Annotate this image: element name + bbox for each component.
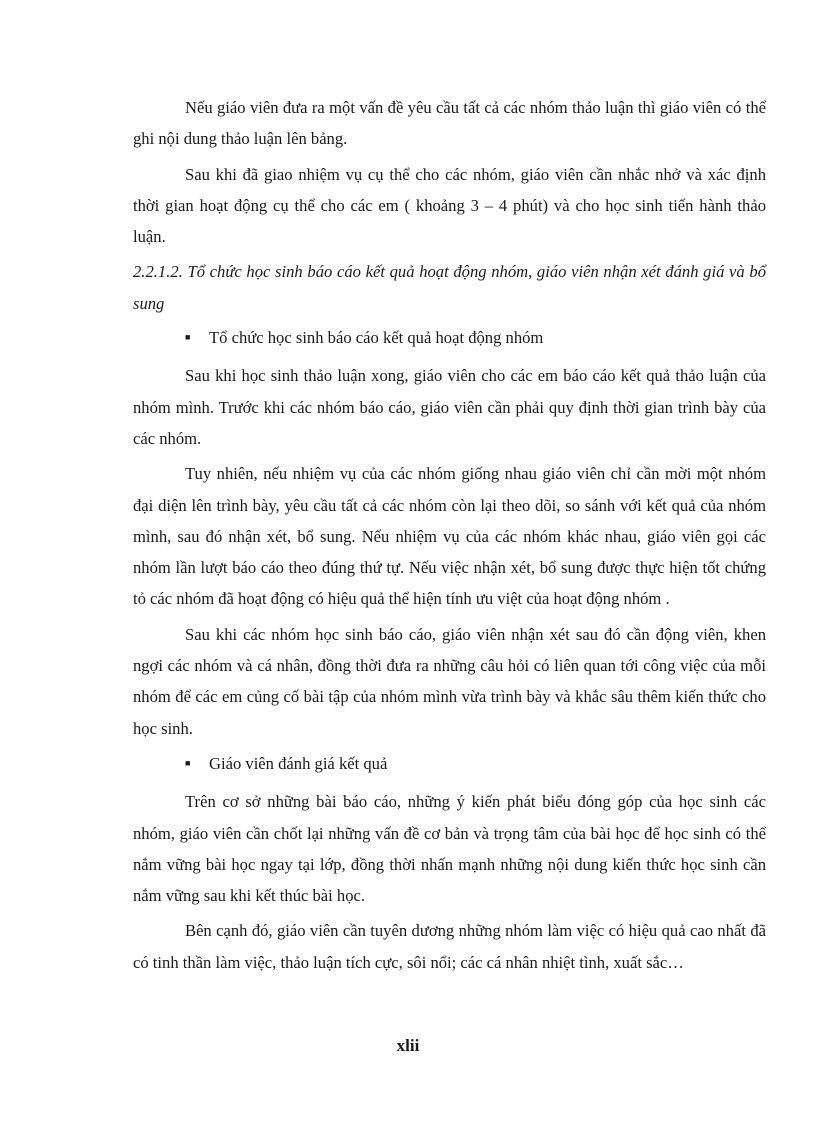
bullet-item: [133, 748, 766, 782]
bullet-text: Giáo viên đánh giá kết quả: [209, 753, 388, 773]
paragraph: Sau khi học sinh thảo luận xong, giáo viên cho các em báo cáo kết quả thảo luận của nhóm mình. Trước khi các nhóm báo cáo, giáo viên cần phải quy định thời gian trình bày của các nhóm.: [133, 366, 766, 448]
document-body: [133, 92, 766, 982]
section-heading: 2.2.1.2. Tổ chức học sinh báo cáo kết quả hoạt động nhóm, giáo viên nhận xét đánh giá và bổ sung: [133, 262, 766, 313]
square-bullet-icon: ■: [185, 757, 191, 768]
paragraph: Tuy nhiên, nếu nhiệm vụ của các nhóm giống nhau giáo viên chỉ cần mời một nhóm đại diện lên trình bày, yêu cầu tất cả các nhóm còn lại theo dõi, so sánh với kết quả của nhóm mình, sau đó nhận xét, bổ sung. Nếu nhiệm vụ của các nhóm khác nhau, giáo viên gọi các nhóm lần lượt báo cáo theo đúng thứ tự. Nếu việc nhận xét, bổ sung được thực hiện tốt chứng tỏ các nhóm đã hoạt động có hiệu quả thể hiện tính ưu việt của hoạt động nhóm .: [133, 464, 766, 609]
paragraph: Bên cạnh đó, giáo viên cần tuyên dương những nhóm làm việc có hiệu quả cao nhất đã có tinh thần làm việc, thảo luận tích cực, sôi nổi; các cá nhân nhiệt tình, xuất sắc…: [133, 921, 766, 972]
paragraph: Nếu giáo viên đưa ra một vấn đề yêu cầu tất cả các nhóm thảo luận thì giáo viên có thể ghi nội dung thảo luận lên bảng.: [133, 98, 766, 149]
page-number: xlii: [396, 1036, 420, 1055]
bullet-text: Tổ chức học sinh báo cáo kết quả hoạt động nhóm: [209, 328, 544, 348]
paragraph: Trên cơ sở những bài báo cáo, những ý kiến phát biểu đóng góp của học sinh các nhóm, giáo viên cần chốt lại những vấn đề cơ bản và trọng tâm của bài học để học sinh có thể nắm vững bài học ngay tại lớp, đồng thời nhấn mạnh những nội dung kiến thức học sinh cần nắm vững sau khi kết thúc bài học.: [133, 792, 766, 906]
bullet-item: [133, 322, 766, 356]
paragraph: Sau khi đã giao nhiệm vụ cụ thể cho các nhóm, giáo viên cần nhắc nhở và xác định thời gian hoạt động cụ thể cho các em ( khoảng 3 – 4 phút) và cho học sinh tiến hành thảo luận.: [133, 164, 766, 247]
paragraph: Sau khi các nhóm học sinh báo cáo, giáo viên nhận xét sau đó cần động viên, khen ngợi các nhóm và cá nhân, đồng thời đưa ra những câu hỏi có liên quan tới công việc của mỗi nhóm để các em củng cố bài tập của nhóm mình vừa trình bày và khắc sâu thêm kiến thức cho học sinh.: [133, 624, 766, 738]
square-bullet-icon: ■: [185, 332, 191, 343]
